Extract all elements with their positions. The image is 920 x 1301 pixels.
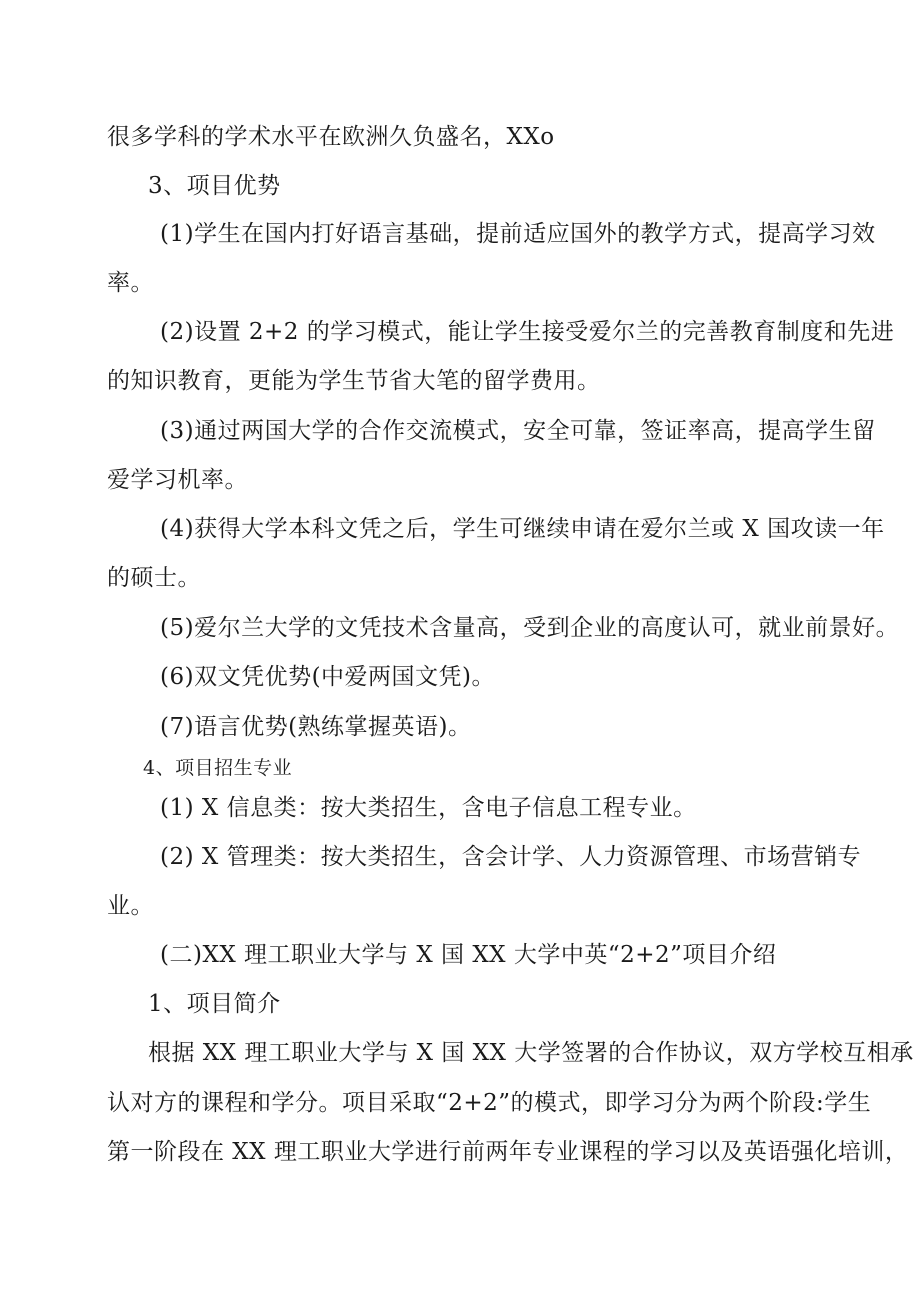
- paragraph-line: 很多学科的学术水平在欧洲久负盛名，XXo: [107, 124, 555, 150]
- list-item-continuation: 的硕士。: [107, 565, 201, 591]
- list-item: (2) X 管理类：按大类招生，含会计学、人力资源管理、市场营销专: [160, 844, 862, 870]
- list-item-continuation: 率。: [107, 270, 154, 296]
- list-item-continuation: 的知识教育，更能为学生节省大笔的留学费用。: [107, 368, 601, 394]
- list-item: (1)学生在国内打好语言基础，提前适应国外的教学方式，提高学习效: [160, 221, 876, 247]
- list-item-continuation: 爱学习机率。: [107, 467, 248, 493]
- subsection-title: (二)XX 理工职业大学与 X 国 XX 大学中英“2+2”项目介绍: [160, 942, 777, 968]
- list-item-continuation: 业。: [107, 893, 154, 919]
- paragraph-line: 根据 XX 理工职业大学与 X 国 XX 大学签署的合作协议，双方学校互相承: [148, 1040, 914, 1066]
- paragraph-line: 认对方的课程和学分。项目采取“2+2”的模式，即学习分为两个阶段:学生: [107, 1090, 872, 1116]
- list-item: (7)语言优势(熟练掌握英语)。: [160, 714, 472, 740]
- list-item: (5)爱尔兰大学的文凭技术含量高，受到企业的高度认可，就业前景好。: [160, 615, 900, 641]
- list-item: (1) X 信息类：按大类招生，含电子信息工程专业。: [160, 795, 697, 821]
- section-heading: 3、项目优势: [148, 173, 281, 199]
- list-item: (6)双文凭优势(中爱两国文凭)。: [160, 664, 496, 690]
- list-item: (3)通过两国大学的合作交流模式，安全可靠，签证率高，提高学生留: [160, 418, 876, 444]
- paragraph-line: 第一阶段在 XX 理工职业大学进行前两年专业课程的学习以及英语强化培训，: [107, 1139, 909, 1165]
- section-heading: 4、项目招生专业: [143, 757, 293, 779]
- list-item: (4)获得大学本科文凭之后，学生可继续申请在爱尔兰或 X 国攻读一年: [160, 516, 885, 542]
- section-heading: 1、项目简介: [148, 991, 281, 1017]
- list-item: (2)设置 2+2 的学习模式，能让学生接受爱尔兰的完善教育制度和先进: [160, 319, 895, 345]
